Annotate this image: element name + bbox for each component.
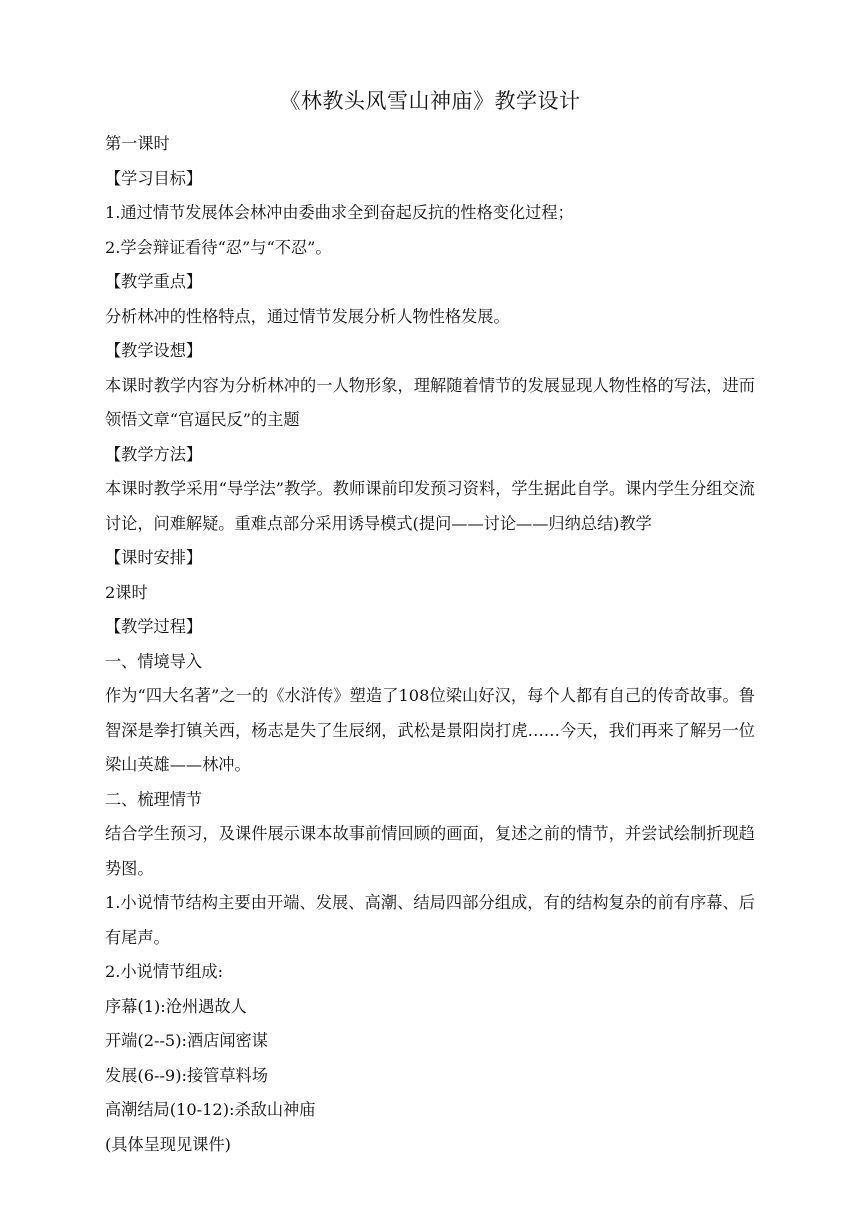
plot-part-development: 发展(6--9):接管草料场	[105, 1065, 268, 1085]
section-heading-process: 【教学过程】	[105, 617, 203, 636]
teaching-plan-text: 本课时教学内容为分析林冲的一人物形象，理解随着情节的发展显现人物性格的写法，进而领悟文章“官逼民反”的主题	[105, 375, 755, 429]
plot-part-prologue: 序幕(1):沧州遇故人	[105, 996, 247, 1016]
section-heading-key-points: 【教学重点】	[105, 272, 203, 291]
section-heading-teaching-method: 【教学方法】	[105, 444, 203, 464]
plot-structure-item-1: 1.小说情节结构主要由开端、发展、高潮、结局四部分组成，有的结构复杂的前有序幕、后有尾声。	[105, 893, 755, 947]
plot-part-beginning: 开端(2--5):酒店闻密谋	[105, 1031, 268, 1050]
process-step-2-text: 结合学生预习，及课件展示课本故事前情回顾的画面，复述之前的情节，并尝试绘制折现趋势图。	[105, 824, 755, 878]
process-step-1-heading: 一、情境导入	[105, 651, 203, 671]
process-step-1-text: 作为“四大名著”之一的《水浒传》塑造了108位梁山好汉，每个人都有自己的传奇故事。鲁智深是拳打镇关西，杨志是失了生辰纲，武松是景阳岗打虎……今天，我们再来了解另一位梁山英雄——林冲。	[105, 686, 755, 774]
section-heading-learning-goals: 【学习目标】	[105, 168, 203, 188]
schedule-text: 2课时	[105, 582, 148, 602]
teaching-method-text: 本课时教学采用“导学法”教学。教师课前印发预习资料，学生据此自学。课内学生分组交流讨论，问难解疑。重难点部分采用诱导模式(提问——讨论——归纳总结)教学	[105, 479, 755, 533]
plot-structure-item-2: 2.小说情节组成:	[105, 962, 224, 981]
document-title: 《林教头风雪山神庙》教学设计	[279, 89, 581, 113]
section-heading-schedule: 【课时安排】	[105, 548, 203, 567]
courseware-note: (具体呈现见课件)	[105, 1134, 231, 1154]
plot-part-climax: 高潮结局(10-12):杀敌山神庙	[105, 1100, 316, 1119]
section-heading-teaching-plan: 【教学设想】	[105, 341, 203, 360]
document-body	[105, 127, 755, 1162]
session-heading: 第一课时	[105, 134, 170, 153]
goal-item-2: 2.学会辩证看待“忍”与“不忍”。	[105, 237, 332, 257]
key-points-text: 分析林冲的性格特点，通过情节发展分析人物性格发展。	[105, 306, 510, 326]
goal-item-1: 1.通过情节发展体会林冲由委曲求全到奋起反抗的性格变化过程；	[105, 203, 574, 222]
process-step-2-heading: 二、梳理情节	[105, 789, 203, 809]
